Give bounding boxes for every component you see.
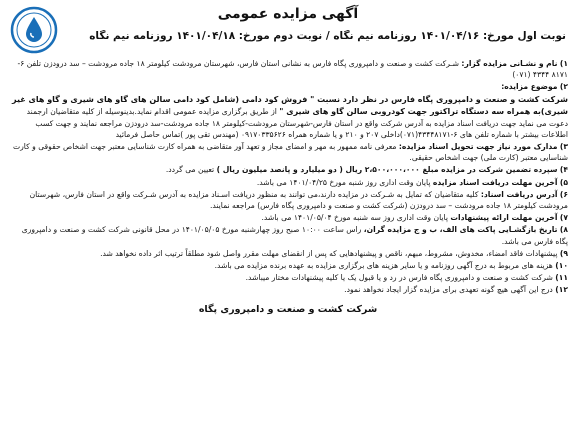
item-11: ۱۱) شرکت کشت و صنعت و دامپروری پگاه فارس در رد و یا قبول یک یا کلیه پیشنهادات مختار میباشد. xyxy=(245,273,568,283)
item-label: تاریخ بازگشـایی پاکت های الف، ب و ج مزایده گران، xyxy=(363,225,558,235)
item-label: مدارک مورد نیاز جهت تحویل اسناد مزایده: xyxy=(398,142,558,152)
publication-dates: نوبت اول مورخ: ۱۴۰۱/۰۴/۱۶ روزنامه نیم نگاه / نوبت دوم مورخ: ۱۴۰۱/۰۴/۱۸ روزنامه نیم نگاه xyxy=(89,30,566,42)
item-12: ۱۲) درج این آگهی هیچ گونه تعهدی برای مزایده گزار ایجاد نخواهد نمود. xyxy=(344,285,568,295)
item-label: آخرین مهلت دریافت اسناد مزایده xyxy=(432,177,558,187)
notice-title: آگهی مزایده عمومی xyxy=(217,6,359,22)
item-2-label: موضوع مزایده: xyxy=(501,82,558,92)
item-6: ۶) آدرس دریافت اسناد: کلیه متقاضیان که تمایل به شـرکت در مزایده دارند،می توانند به منظور دریافت اسـناد مزایده به آدرس شـرکت واقع در استان فارس، شهرستان مرودشت کیلومتر ۱۸ جاده مرودشت – سد درودزن (شرکت کشت و صنعت و دامپروری پگاه فارس) مراجعه نمایند. xyxy=(29,189,568,211)
item-5: ۵) آخرین مهلت دریافت اسناد مزایده پایان وقت اداری روز شنبه مورخ ۱۴۰۱/۰۴/۲۵ می باشد. xyxy=(256,177,568,187)
item-label: سپرده تضمین شرکت در مزایده مبلغ ۲،۵۰۰،۰۰۰،۰۰۰ ریال ( دو میلیارد و پانصد میلیون ریال ) xyxy=(216,165,558,175)
item-4: ۴) سپرده تضمین شرکت در مزایده مبلغ ۲،۵۰۰،۰۰۰،۰۰۰ ریال ( دو میلیارد و پانصد میلیون ریال ) تعیین می گردد. xyxy=(165,165,568,175)
subject-details: از طریق برگزاری مزایده عمومی اقدام نماید.بدینوسیله از کلیه متقاضیان ارجمند دعوت می نماید جهت دریافت اسناد مزایده به آدرس شرکت واقع در استان فارس-شهرستان مرودشت-کیلومتر ۱۸ جاده مرودشت-سد درودزن مراجعه نمایند و جهت کسب اطلاعات بیشتر با شماره تلفن های ۶-۴۳۴۴۸۱۷۱(۰۷۱)داخلی ۲۰۷ و ۲۱۰ و یا شماره همراه ۰۹۱۷۰۳۳۵۶۲۶ (مهندس تقی پور )تماس حاصل فرمائید xyxy=(26,106,568,139)
item-1: ۱) نام و نشـانی مزایده گزار: شـرکت کشت و صنعت و دامپروری پگاه فارس به نشانی استان فارس، شهرستان مرودشت کیلومتر ۱۸ جاده مرودشت – سد درودزن تلفن ۶- ۸۱۷۱ ۴۳۴۴ (۰۷۱) xyxy=(17,59,568,80)
item-text: پایان وقت اداری روز شنبه مورخ ۱۴۰۱/۰۴/۲۵ می باشد. xyxy=(256,177,431,187)
signature-company: شرکت کشت و صنعت و دامپروری پگاه xyxy=(198,303,378,315)
item-text: تعیین می گردد. xyxy=(165,165,215,175)
item-10: ۱۰) هزینه های مربوط به درج آگهی روزنامه و یا سایر هزینه های برگزاری مزایده به عهده برنده مزایده می باشد. xyxy=(214,261,568,271)
item-text: هزینه های مربوط به درج آگهی روزنامه و یا سایر هزینه های برگزاری مزایده به عهده برنده مزایده می باشد. xyxy=(214,261,553,271)
item-1-text: شـرکت کشت و صنعت و دامپروری پگاه فارس به نشانی استان فارس، شهرستان مرودشت کیلومتر ۱۸ جاده مرودشت – سد درودزن تلفن ۶- ۸۱۷۱ ۴۳۴۴ (۰۷۱) xyxy=(17,59,568,80)
item-label: آخرین مهلت ارائه پیشنهادات xyxy=(450,213,558,223)
item-text: پایان وقت اداری روز سه شنبه مورخ ۱۴۰۱/۰۵/۰۴ می باشد. xyxy=(261,213,448,223)
item-text: شرکت کشت و صنعت و دامپروری پگاه فارس در رد و یا قبول یک یا کلیه پیشنهادات مختار میباشد. xyxy=(245,273,553,283)
item-text: پیشنهادات فاقد امضاء، مخدوش، مشروط، مبهم، ناقص و پیشنهادهایی که پس از انقضای مهلت مقرر واصل شود مطلقاً ترتیب اثر داده نخواهد شد. xyxy=(100,248,558,258)
subject-highlight: شرکت کشت و صنعت و دامپروری پگاه فارس در نظر دارد نسبت " فروش کود دامی (شامل کود دامی سالن های گاو های شیری و گاو های غیر شیری)به همراه سه دستگاه تراکتور جهت کودروبی سالن گاو های شیری " xyxy=(12,94,568,116)
item-9: ۹) پیشنهادات فاقد امضاء، مخدوش، مشروط، مبهم، ناقص و پیشنهادهایی که پس از انقضای مهلت مقرر واصل شود مطلقاً ترتیب اثر داده نخواهد شد. xyxy=(100,248,568,258)
item-7: ۷) آخرین مهلت ارائه پیشنهادات پایان وقت اداری روز سه شنبه مورخ ۱۴۰۱/۰۵/۰۴ می باشد. xyxy=(261,213,568,223)
notice-header xyxy=(8,4,568,58)
item-text: راس ساعت ۱۰:۰۰ صبح روز چهارشنبه مورخ ۱۴۰۱/۰۵/۰۵ در محل قانونی شرکت کشت و صنعت و دامپروری پگاه فارس می باشد. xyxy=(21,225,568,246)
subject-paragraph xyxy=(8,94,568,140)
item-text: معرفی نامه ممهور به مهر و امضای مجاز و تعهد آور متقاضی به همراه کارت شناسایی معتبر جهت اشخاص حقوقی و کارت شناسایی معتبر (کارت ملی) جهت اشخاص حقیقی. xyxy=(12,142,568,163)
notice-body xyxy=(8,58,568,296)
item-label: آدرس دریافت اسناد: xyxy=(480,189,558,199)
item-3: ۳) مدارک مورد نیاز جهت تحویل اسناد مزایده: معرفی نامه ممهور به مهر و امضای مجاز و تعهد آور متقاضی به همراه کارت شناسایی معتبر جهت اشخاص حقوقی و کارت شناسایی معتبر (کارت ملی) جهت اشخاص حقیقی. xyxy=(12,142,568,163)
auction-notice xyxy=(8,4,568,419)
item-2: ۲) موضوع مزایده: xyxy=(501,82,568,92)
item-1-label: نام و نشـانی مزایده گزار: xyxy=(461,59,558,68)
item-text: درج این آگهی هیچ گونه تعهدی برای مزایده گزار ایجاد نخواهد نمود. xyxy=(344,285,553,295)
item-text: کلیه متقاضیان که تمایل به شـرکت در مزایده دارند،می توانند به منظور دریافت اسـناد مزایده به آدرس شـرکت واقع در استان فارس، شهرستان مرودشت کیلومتر ۱۸ جاده مرودشت – سد درودزن (شرکت کشت و صنعت و دامپروری پگاه فارس) مراجعه نمایند. xyxy=(29,189,568,211)
company-logo-icon xyxy=(10,6,58,54)
item-8: ۸) تاریخ بازگشـایی پاکت های الف، ب و ج مزایده گران، راس ساعت ۱۰:۰۰ صبح روز چهارشنبه مورخ ۱۴۰۱/۰۵/۰۵ در محل قانونی شرکت کشت و صنعت و دامپروری پگاه فارس می باشد. xyxy=(21,225,568,246)
